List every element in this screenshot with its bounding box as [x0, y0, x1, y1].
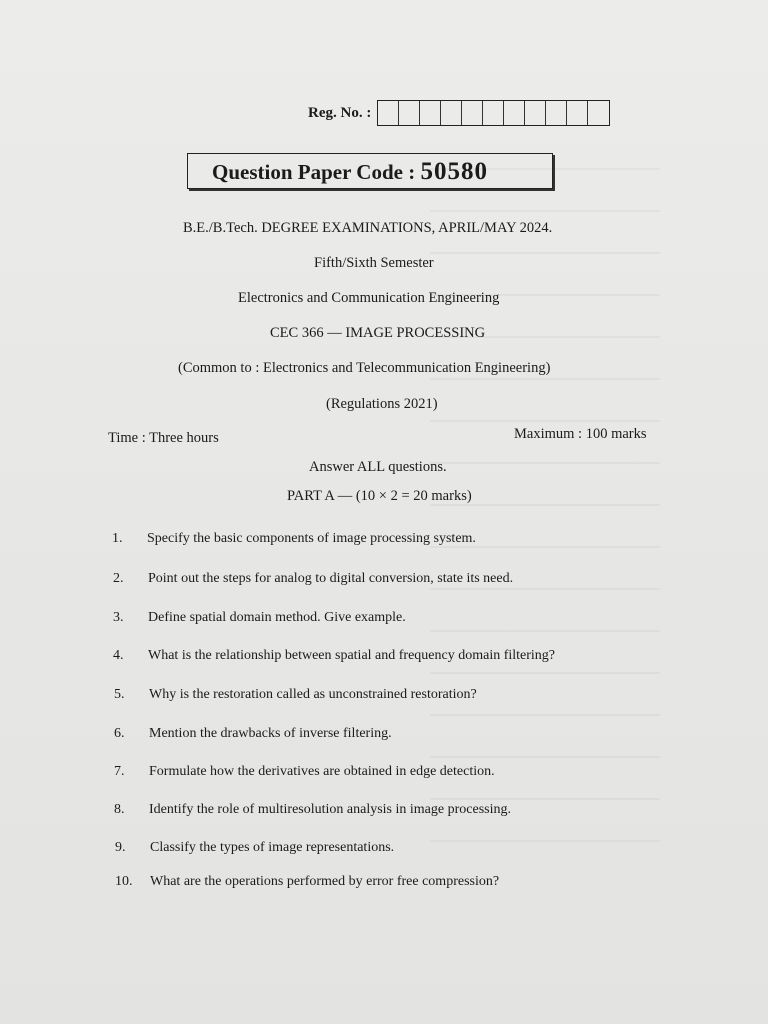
reg-no-field	[308, 100, 610, 126]
question-number: 4.	[113, 648, 124, 663]
question-paper-code-label: Question Paper Code :	[212, 160, 416, 184]
maximum-marks: Maximum : 100 marks	[514, 426, 647, 442]
question-number: 1.	[112, 531, 123, 546]
question-number: 6.	[114, 726, 125, 741]
reg-no-box[interactable]	[420, 101, 441, 125]
question-text: Point out the steps for analog to digital conversion, state its need.	[148, 571, 514, 586]
reg-no-box[interactable]	[441, 101, 462, 125]
department: Electronics and Communication Engineering	[238, 290, 500, 306]
question-number: 5.	[114, 687, 125, 702]
question-number: 8.	[114, 802, 125, 817]
reg-no-box[interactable]	[483, 101, 504, 125]
reg-no-box[interactable]	[546, 101, 567, 125]
course-title: CEC 366 — IMAGE PROCESSING	[270, 325, 486, 341]
reg-no-box[interactable]	[378, 101, 399, 125]
question-text: Identify the role of multiresolution analysis in image processing.	[149, 802, 511, 817]
question-paper-code	[212, 158, 488, 186]
question-number: 10.	[115, 874, 133, 889]
reg-no-box[interactable]	[399, 101, 420, 125]
regulations: (Regulations 2021)	[326, 396, 438, 412]
question-number: 7.	[114, 764, 125, 779]
question-text: Classify the types of image representations.	[150, 840, 395, 855]
question-number: 2.	[113, 571, 124, 586]
question-paper-code-value: 50580	[420, 158, 488, 185]
reg-no-box[interactable]	[504, 101, 525, 125]
reg-no-box[interactable]	[462, 101, 483, 125]
semester: Fifth/Sixth Semester	[314, 255, 434, 271]
exam-title: B.E./B.Tech. DEGREE EXAMINATIONS, APRIL/MAY 2024.	[183, 220, 553, 236]
question-number: 3.	[113, 610, 124, 625]
part-a-heading: PART A — (10 × 2 = 20 marks)	[287, 488, 472, 504]
reg-no-boxes[interactable]	[377, 100, 610, 126]
question-number: 9.	[115, 840, 126, 855]
question-text: Define spatial domain method. Give example.	[148, 610, 406, 625]
reg-no-label: Reg. No. :	[308, 104, 372, 121]
question-text: What are the operations performed by error free compression?	[150, 874, 500, 889]
question-text: What is the relationship between spatial and frequency domain filtering?	[148, 648, 556, 663]
question-text: Why is the restoration called as unconstrained restoration?	[149, 687, 477, 702]
question-text: Formulate how the derivatives are obtained in edge detection.	[149, 764, 495, 779]
reg-no-box[interactable]	[525, 101, 546, 125]
reg-no-box[interactable]	[567, 101, 588, 125]
question-text: Mention the drawbacks of inverse filtering.	[149, 726, 392, 741]
time-allowed: Time : Three hours	[108, 430, 219, 446]
instruction: Answer ALL questions.	[309, 459, 447, 475]
common-to: (Common to : Electronics and Telecommunication Engineering)	[178, 360, 551, 376]
reg-no-box[interactable]	[588, 101, 609, 125]
question-text: Specify the basic components of image processing system.	[147, 531, 476, 546]
